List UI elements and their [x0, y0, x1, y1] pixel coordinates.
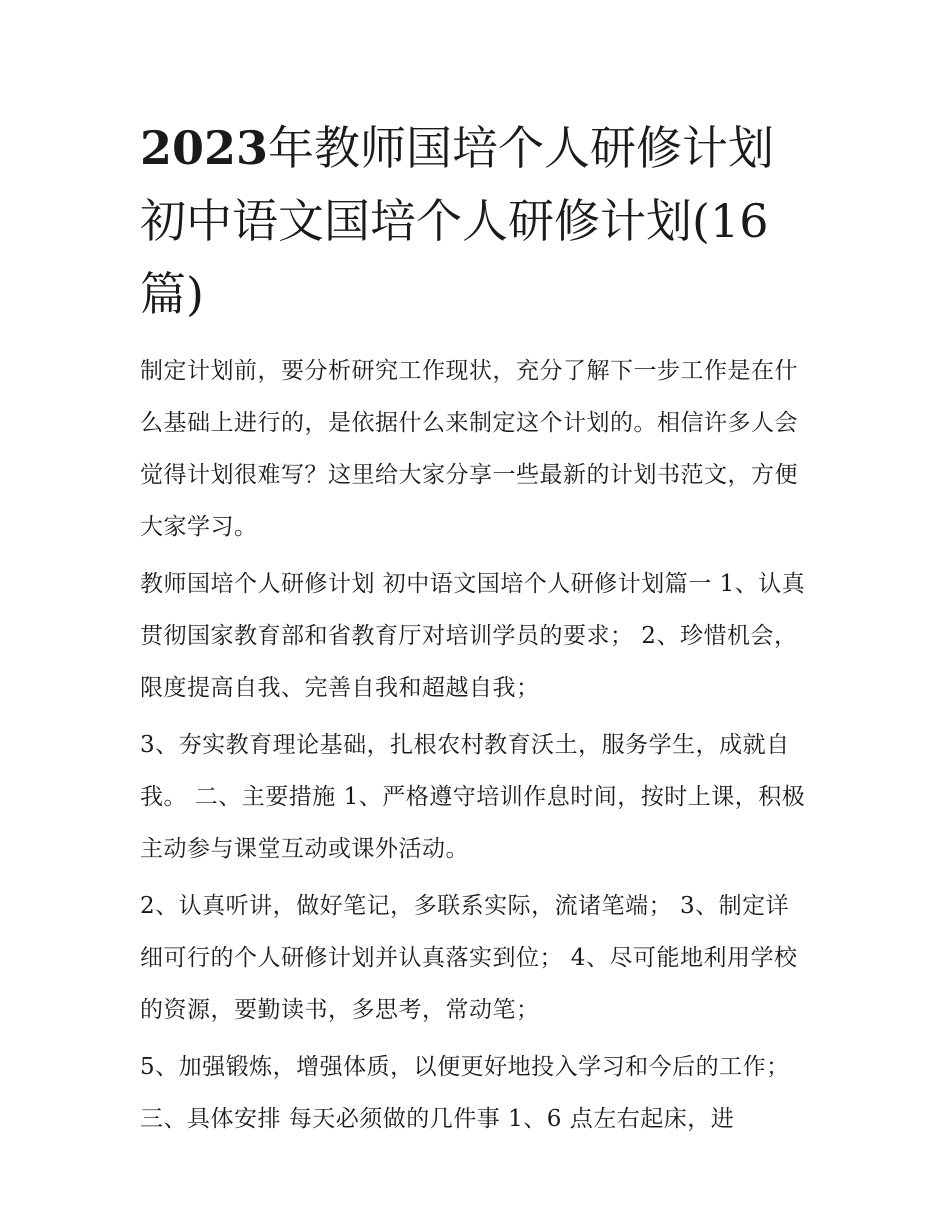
title-text: 年教师国培个人研修计划 初中语文国培个人研修计划(16篇) [140, 121, 775, 321]
paragraph-intro: 制定计划前，要分析研究工作现状，充分了解下一步工作是在什么基础上进行的，是依据什么来制定这个计划的。相信许多人会觉得计划很难写？这里给大家分享一些最新的计划书范文，方便大家学习。 [140, 358, 798, 540]
paragraph-1: 教师国培个人研修计划 初中语文国培个人研修计划篇一 1、认真贯彻国家教育部和省教育厅对培训学员的要求； 2、珍惜机会，限度提高自我、完善自我和超越自我； [140, 571, 806, 701]
paragraph-2: 3、夯实教育理论基础，扎根农村教育沃土，服务学生，成就自我。 二、主要措施 1、严格遵守培训作息时间，按时上课，积极主动参与课堂互动或课外活动。 [140, 732, 806, 862]
paragraph-4: 5、加强锻炼，增强体质，以便更好地投入学习和今后的工作； 三、具体安排 每天必须做的几件事 1、6 点左右起床，进 [140, 1054, 790, 1132]
paragraph-3: 2、认真听讲，做好笔记，多联系实际，流诸笔端； 3、制定详细可行的个人研修计划并认真落实到位； 4、尽可能地利用学校的资源，要勤读书，多思考，常动笔； [140, 893, 798, 1023]
document-page [140, 112, 812, 1150]
title-year: 2023 [140, 121, 269, 175]
document-title [140, 112, 812, 331]
